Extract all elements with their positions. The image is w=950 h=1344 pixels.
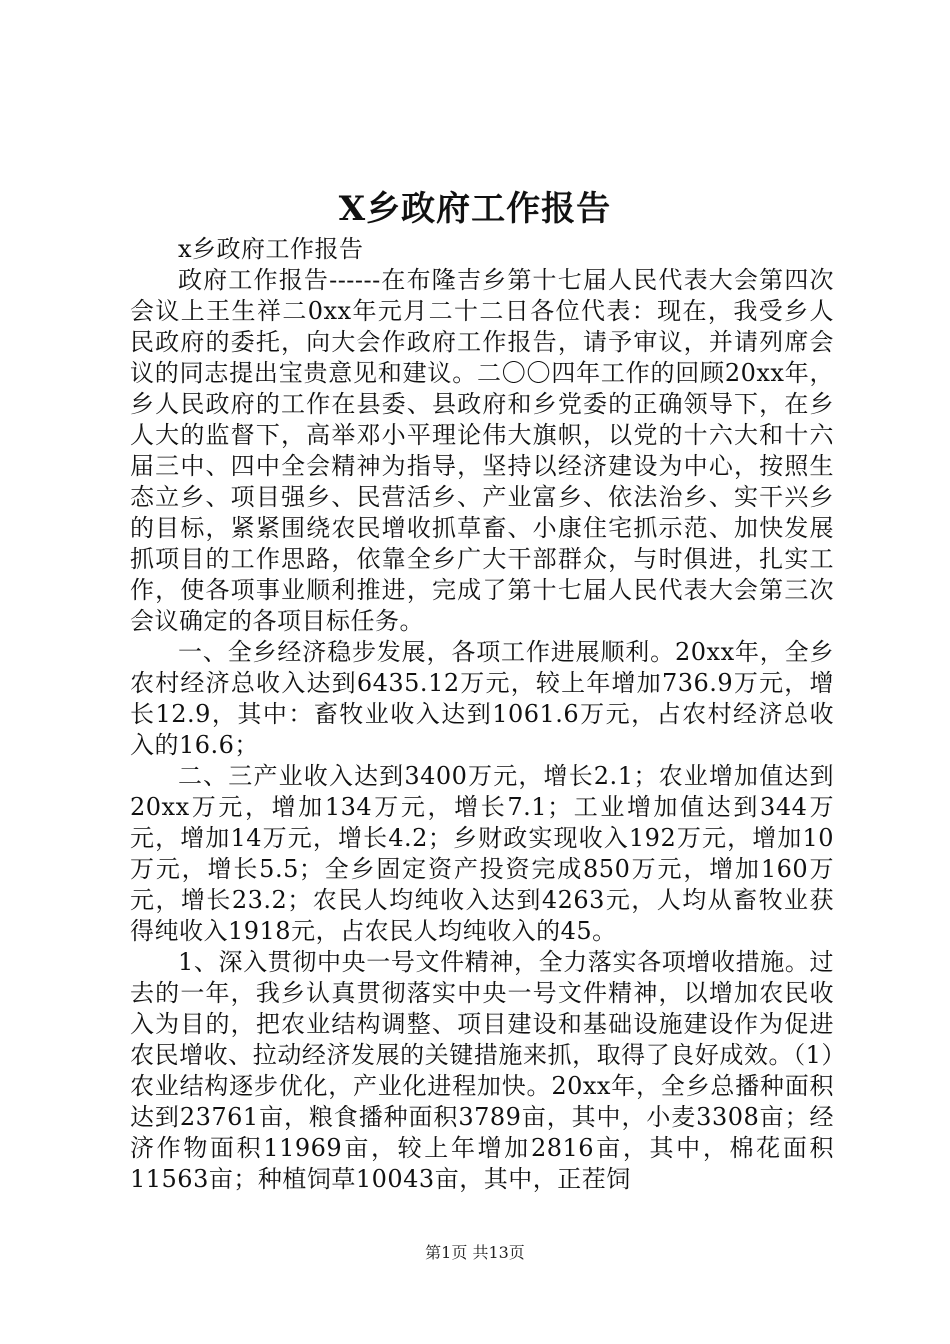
subtitle-paragraph: x乡政府工作报告 — [178, 235, 364, 263]
body-paragraph: 二、三产业收入达到3400万元，增长2.1；农业增加值达到20xx万元，增加134万元，增长7.1；工业增加值达到344万元，增加14万元，增长4.2；乡财政实现收入192万元，增加10万元，增长5.5；全乡固定资产投资完成850万元，增加160万元，增长23.2；农民人均纯收入达到4263元，人均从畜牧业获得纯收入1918元，占农民人均纯收入的45。 — [130, 762, 834, 945]
page-footer: 第1页 共13页 — [425, 1243, 525, 1262]
document-body — [130, 234, 834, 1195]
document-title: X乡政府工作报告 — [338, 189, 612, 229]
body-paragraph: 一、全乡经济稳步发展，各项工作进展顺利。20xx年，全乡农村经济总收入达到6435.12万元，较上年增加736.9万元，增长12.9，其中：畜牧业收入达到1061.6万元，占农村经济总收入的16.6； — [130, 638, 834, 759]
body-paragraph: 政府工作报告------在布隆吉乡第十七届人民代表大会第四次会议上王生祥二0xx年元月二十二日各位代表：现在，我受乡人民政府的委托，向大会作政府工作报告，请予审议，并请列席会议的同志提出宝贵意见和建议。二〇〇四年工作的回顾20xx年，乡人民政府的工作在县委、县政府和乡党委的正确领导下，在乡人大的监督下，高举邓小平理论伟大旗帜，以党的十六大和十六届三中、四中全会精神为指导，坚持以经济建设为中心，按照生态立乡、项目强乡、民营活乡、产业富乡、依法治乡、实干兴乡的目标，紧紧围绕农民增收抓草畜、小康住宅抓示范、加快发展抓项目的工作思路，依靠全乡广大干部群众，与时俱进，扎实工作，使各项事业顺利推进，完成了第十七届人民代表大会第三次会议确定的各项目标任务。 — [130, 266, 834, 635]
body-paragraph: 1、深入贯彻中央一号文件精神，全力落实各项增收措施。过去的一年，我乡认真贯彻落实中央一号文件精神，以增加农民收入为目的，把农业结构调整、项目建设和基础设施建设作为促进农民增收、拉动经济发展的关键措施来抓，取得了良好成效。（1）农业结构逐步优化，产业化进程加快。20xx年，全乡总播种面积达到23761亩，粮食播种面积3789亩，其中，小麦3308亩；经济作物面积11969亩，较上年增加2816亩，其中，棉花面积11563亩；种植饲草10043亩，其中，正茬饲 — [130, 948, 834, 1193]
